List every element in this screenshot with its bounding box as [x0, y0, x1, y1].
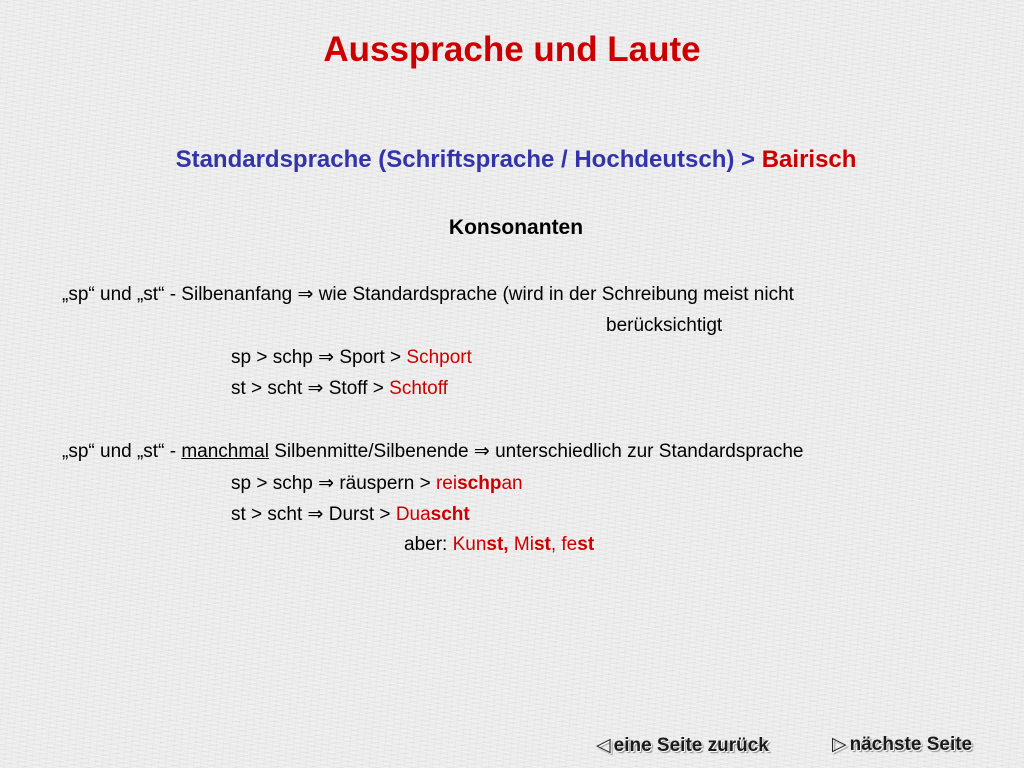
word-part-bold: st	[533, 534, 551, 555]
exceptions-label: aber:	[404, 534, 453, 555]
exception-word-mist	[514, 534, 551, 555]
next-page-link[interactable]	[832, 733, 972, 756]
section-heading: Konsonanten	[448, 216, 584, 239]
section1-intro: „sp“ und „st“ - Silbenanfang ⇒ wie Standardsprache (wird in der Schreibung meist nicht	[62, 284, 794, 305]
result-part: an	[501, 473, 523, 494]
result-part-bold: scht	[430, 504, 470, 525]
exception-word-kunst	[453, 534, 509, 555]
section2-intro-underlined: manchmal	[181, 441, 269, 462]
triangle-left-icon: ◁	[596, 735, 611, 756]
result-part-bold: schp	[457, 473, 502, 494]
example-rule: st > scht ⇒ Durst >	[231, 504, 396, 525]
triangle-right-icon: ▷	[832, 734, 847, 755]
word-part: fe	[561, 534, 578, 555]
word-part-bold: st	[577, 534, 595, 555]
example-result	[436, 473, 523, 494]
result-part: Dua	[395, 504, 431, 525]
word-part-bold: st,	[486, 534, 509, 555]
example-result	[396, 504, 470, 525]
exception-word-fest	[561, 534, 594, 555]
slide-subtitle	[0, 146, 1024, 174]
section2-example-sp	[231, 472, 523, 495]
word-part: Kun	[452, 534, 487, 555]
example-rule: sp > schp ⇒ Sport >	[231, 347, 407, 368]
next-page-label: nächste Seite	[849, 734, 973, 755]
result-part: rei	[435, 473, 458, 494]
slide-title: Aussprache und Laute	[323, 30, 701, 69]
section1-intro-continuation: berücksichtigt	[606, 315, 723, 336]
example-rule: sp > schp ⇒ räuspern >	[231, 473, 436, 494]
subtitle-bavarian: Bairisch	[761, 146, 857, 173]
example-rule: st > scht ⇒ Stoff >	[231, 378, 390, 399]
section2-intro	[62, 440, 803, 463]
section2-example-st	[231, 503, 470, 526]
separator: ,	[550, 534, 562, 555]
previous-page-link[interactable]	[596, 734, 769, 757]
example-result: Schtoff	[389, 378, 448, 399]
word-part: Mi	[513, 534, 534, 555]
section2-intro-start: „sp“ und „st“ -	[62, 441, 182, 462]
section2-exceptions	[404, 534, 594, 556]
section1-example-sp	[231, 346, 472, 369]
subtitle-standard-language: Standardsprache (Schriftsprache / Hochdeutsch) >	[175, 146, 762, 173]
example-result: Schport	[406, 347, 472, 368]
section1-example-st	[231, 377, 448, 400]
previous-page-label: eine Seite zurück	[613, 735, 769, 756]
section2-intro-end: Silbenmitte/Silbenende ⇒ unterschiedlich zur Standardsprache	[268, 441, 804, 462]
